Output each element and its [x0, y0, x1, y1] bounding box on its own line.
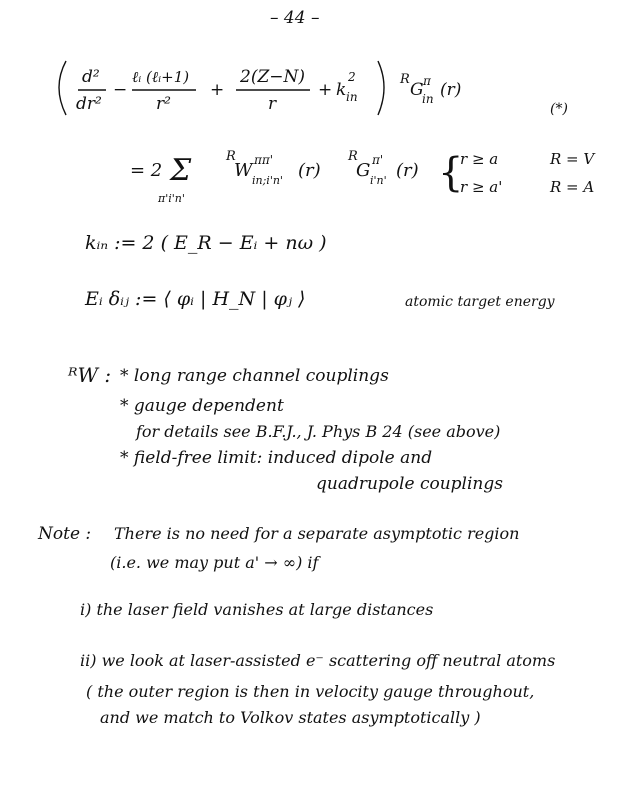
svg-text:(r): (r) [298, 160, 321, 181]
paren-left [59, 61, 66, 115]
svg-text:ππ': ππ' [254, 153, 274, 167]
svg-text:(r): (r) [396, 160, 419, 181]
note-line-1: There is no need for a separate asymptotic region [114, 524, 520, 543]
svg-text:= 2: = 2 [130, 160, 163, 181]
paren-right [378, 61, 384, 115]
note-item-ii-b: ( the outer region is then in velocity gauge throughout, [86, 682, 535, 701]
svg-text:in;i'n': in;i'n' [252, 174, 283, 187]
page-number: – 44 – [270, 8, 320, 28]
sum-sign: Σ [170, 153, 192, 188]
svg-text:(r): (r) [440, 80, 462, 100]
r-equals-v: R = V [550, 150, 595, 168]
w-term: W [234, 160, 253, 181]
zn-num: 2(Z−N) [240, 67, 306, 87]
svg-text:2: 2 [348, 70, 356, 84]
k-term: k [336, 80, 347, 100]
svg-text:R: R [226, 149, 236, 164]
note-item-ii-c: and we match to Volkov states asymptotically ) [100, 708, 481, 727]
svg-text:π': π' [372, 153, 384, 167]
svg-text:in: in [422, 92, 434, 106]
rw-bullet-3b: quadrupole couplings [316, 474, 503, 494]
rw-bullet-2b: for details see B.F.J., J. Phys B 24 (see above) [136, 422, 501, 441]
g-term: G [410, 80, 424, 100]
brace: { [438, 150, 464, 196]
svg-text:+: + [210, 80, 225, 100]
svg-text:in: in [346, 90, 358, 104]
cond-2: r ≥ a' [460, 178, 503, 196]
svg-text:+: + [318, 80, 333, 100]
rw-bullet-3: * field-free limit: induced dipole and [120, 448, 433, 468]
g-term-2: G [356, 160, 371, 181]
epsilon-note: atomic target energy [405, 294, 555, 310]
rw-label: ᴿW : [68, 363, 112, 387]
svg-text:R: R [400, 72, 410, 87]
svg-text:R: R [348, 149, 358, 164]
note-line-2: (i.e. we may put a' → ∞) if [110, 553, 319, 572]
note-item-ii: ii) we look at laser-assisted e⁻ scattering off neutral atoms [80, 651, 556, 670]
sum-index: π'i'n' [158, 192, 185, 205]
d2: d² [82, 67, 100, 87]
zn-den: r [268, 94, 277, 114]
svg-text:i'n': i'n' [370, 174, 387, 187]
rw-bullet-2: * gauge dependent [120, 396, 284, 416]
equation-star [50, 55, 590, 135]
note-item-i: i) the laser field vanishes at large distances [80, 600, 434, 619]
epsilon-definition: Eᵢ δᵢⱼ := ⟨ φᵢ | H_N | φⱼ ⟩ [85, 288, 306, 310]
dr2: dr² [76, 94, 102, 114]
svg-text:−: − [113, 80, 128, 100]
l-term-num: ℓᵢ (ℓᵢ+1) [132, 68, 190, 86]
eq-tag: (*) [550, 101, 568, 117]
note-label: Note : [38, 524, 92, 544]
cond-1: r ≥ a [460, 150, 499, 168]
rw-bullet-1: * long range channel couplings [120, 366, 389, 386]
equation-rhs [130, 140, 600, 210]
r-equals-a: R = A [550, 178, 595, 196]
k-definition: kᵢₙ := 2 ( E_R − Eᵢ + nω ) [85, 232, 327, 254]
l-term-den: r² [156, 94, 171, 114]
svg-text:π: π [423, 74, 431, 88]
